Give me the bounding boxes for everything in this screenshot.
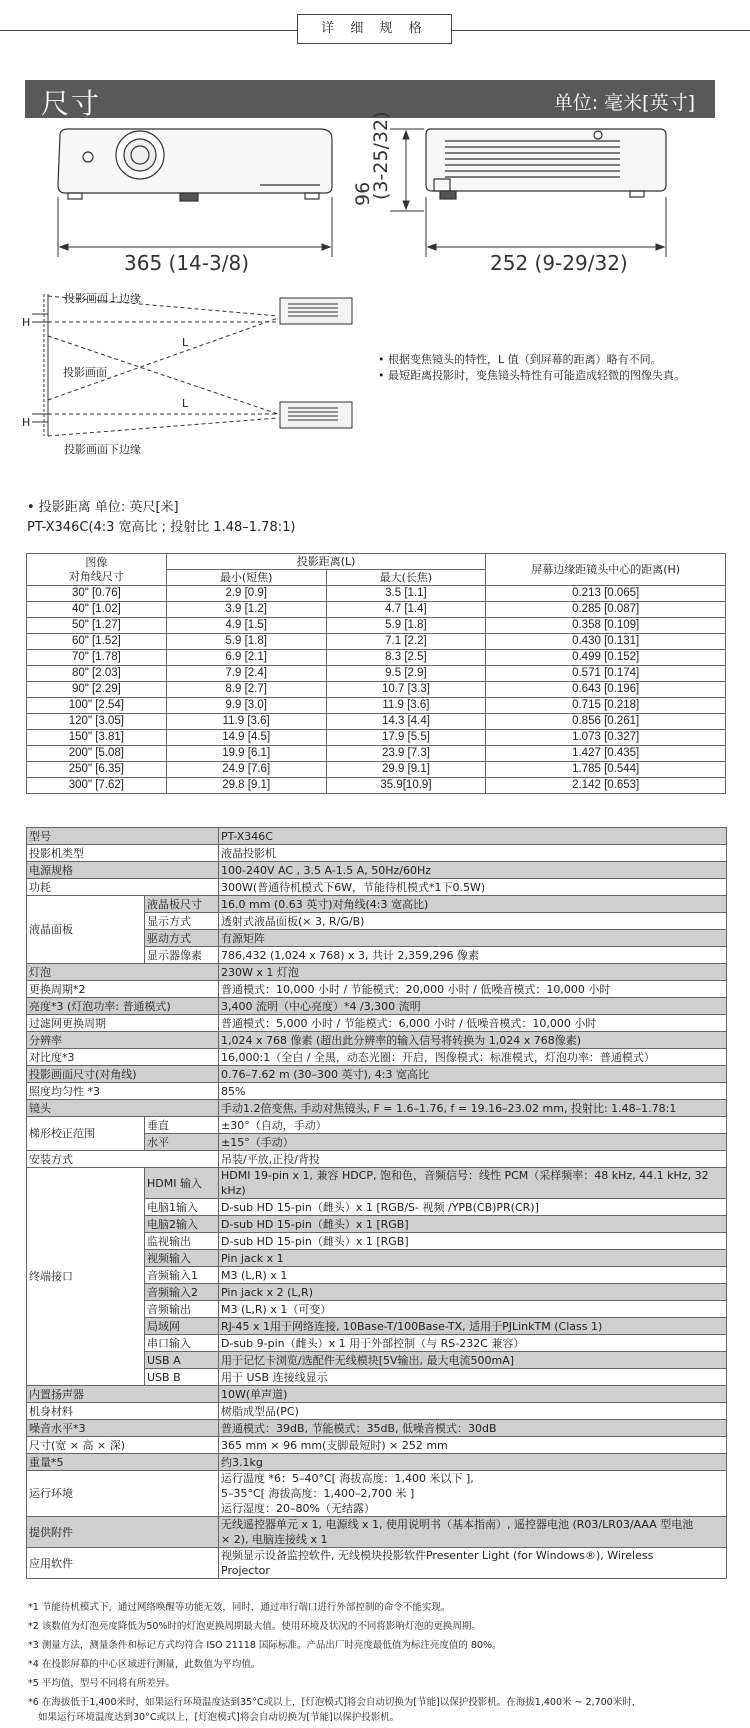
label-top-edge: 投影画面上边缘 [64,292,141,305]
table-cell: 250" [6.35] [27,762,167,778]
table-row: 电脑1输入 D-sub HD 15-pin（雌头）x 1 [RGB/S- 视频 /YPB(CB)PR(CR)] [27,1199,727,1216]
table-cell: 4.7 [1.4] [326,602,486,618]
table-cell: 50" [1.27] [27,618,167,634]
table-cell: 24.9 [7.6] [166,762,326,778]
col-min: 最小(短焦) [166,570,326,586]
table-row: USB B 用于 USB 连接线显示 [27,1369,727,1386]
table-row: 电源规格 100-240V AC , 3.5 A-1.5 A, 50Hz/60Hz [27,862,727,879]
table-cell: 80" [2.03] [27,666,167,682]
table-row [27,698,726,714]
table-cell: 29.9 [9.1] [326,762,486,778]
table-cell: 0.213 [0.065] [486,586,726,602]
table-cell: 0.499 [0.152] [486,650,726,666]
table-cell: 17.9 [5.5] [326,730,486,746]
table-row: 水平 ±15°（手动） [27,1134,727,1151]
label-l-top: L [182,336,189,349]
footnote: *2 该数值为灯泡亮度降低为50%时的灯泡更换周期最大值。使用环境及状况的不同将影响灯泡的更换周期。 [28,1621,481,1632]
table-row [27,714,726,730]
table-row: 音频输入1 M3 (L,R) x 1 [27,1267,727,1284]
label-screen: 投影画面 [63,366,107,379]
table-row: 投影画面尺寸(对角线) 0.76–7.62 m (30–300 英寸), 4:3 宽高比 [27,1066,727,1083]
table-row: 型号 PT-X346C [27,828,727,845]
throw-caption-line: • 投影距离 单位: 英尺[米] [27,500,179,515]
height-dimension-in: (3-25/32) [370,111,392,200]
table-row [27,586,726,602]
label-h-bottom: H [22,416,31,429]
table-row: 重量*5 约3.1kg [27,1454,727,1471]
footnotes [28,1598,728,1727]
col-max: 最大(长焦) [326,570,486,586]
table-cell: 4.9 [1.5] [166,618,326,634]
table-row: 串口输入 D-sub 9-pin（雌头）x 1 用于外部控制（与 RS-232C 兼容） [27,1335,727,1352]
table-row [27,778,726,794]
table-row: USB A 用于记忆卡浏览/选配件无线模块[5V输出, 最大电流500mA] [27,1352,727,1369]
footnote: 如果运行环境温度达到30°C或以上，[灯泡模式]将会自动切换为[节能]以保护投影机。 [38,1712,400,1723]
table-cell: 14.9 [4.5] [166,730,326,746]
table-cell: 30" [0.76] [27,586,167,602]
table-cell: 120" [3.05] [27,714,167,730]
unit-label: 单位: 毫米[英寸] [553,92,695,114]
label-h-top: H [22,316,31,329]
table-row: 尺寸(宽 × 高 × 深) 365 mm × 96 mm(支脚最短时) × 252 mm [27,1437,727,1454]
col-distance: 投影距离(L) [166,554,486,570]
table-row: 过滤网更换周期 普通模式：5,000 小时 / 节能模式：6,000 小时 / 低噪音模式：10,000 小时 [27,1015,727,1032]
table-row: 镜头 手动1.2倍变焦, 手动对焦镜头, F = 1.6–1.76, f = 19.16–23.02 mm, 投射比: 1.48–1.78:1 [27,1100,727,1117]
table-row: 分辨率 1,024 x 768 像素 (超出此分辨率的输入信号将转换为 1,024 x 768像素) [27,1032,727,1049]
table-cell: 150" [3.81] [27,730,167,746]
table-cell: 23.9 [7.3] [326,746,486,762]
table-cell: 5.9 [1.8] [326,618,486,634]
table-row: 亮度*3 (灯泡功率: 普通模式) 3,400 流明（中心亮度）*4 /3,300 流明 [27,998,727,1015]
label-bottom-edge: 投影画面下边缘 [64,443,141,456]
table-cell: 0.715 [0.218] [486,698,726,714]
table-row: 对比度*3 16,000:1（全白 / 全黑，动态光圈：开启，图像模式：标准模式，灯泡功率：普通模式） [27,1049,727,1066]
table-row: 液晶面板 液晶板尺寸 16.0 mm (0.63 英寸)对角线(4:3 宽高比) [27,896,727,913]
table-cell: 35.9[10.9] [326,778,486,794]
col-h-distance: 屏幕边缘距镜头中心的距离(H) [486,554,726,586]
table-cell: 200" [5.08] [27,746,167,762]
throw-distance-table [26,553,726,794]
footnote: *3 测量方法，测量条件和标记方式均符合 ISO 21118 国际标准。产品出厂时亮度最低值为标注亮度值的 80%。 [28,1640,502,1651]
footnote: *4 在投影屏幕的中心区域进行测量，此数值为平均值。 [28,1659,261,1670]
table-row: 梯形校正范围 垂直 ±30°（自动，手动） [27,1117,727,1134]
table-cell: 0.358 [0.109] [486,618,726,634]
table-cell: 29.8 [9.1] [166,778,326,794]
table-cell: 100" [2.54] [27,698,167,714]
table-cell: 300" [7.62] [27,778,167,794]
table-row: 投影机类型 液晶投影机 [27,845,727,862]
table-cell: 11.9 [3.6] [326,698,486,714]
depth-dimension: 252 (9-29/32) [490,251,628,275]
table-cell: 40" [1.02] [27,602,167,618]
table-row [27,602,726,618]
table-row: 运行环境 运行温度 *6：5–40°C[ 海拔高度：1,400 米以下 ], 5–35°C[ 海拔高度：1,400–2,700 米 ] 运行湿度：20–80%（无结露） [27,1471,727,1517]
table-cell: 0.285 [0.087] [486,602,726,618]
lens-notes [378,352,685,384]
table-cell: 7.1 [2.2] [326,634,486,650]
note-item: • 根据变焦镜头的特性，L 值（到屏幕的距离）略有不同。 [378,353,662,366]
table-row: 视频输入 Pin jack x 1 [27,1250,727,1267]
table-cell: 2.9 [0.9] [166,586,326,602]
table-cell: 5.9 [1.8] [166,634,326,650]
table-cell: 8.3 [2.5] [326,650,486,666]
table-row: 内置扬声器 10W(单声道) [27,1386,727,1403]
table-cell: 70" [1.78] [27,650,167,666]
table-cell: 1.427 [0.435] [486,746,726,762]
throw-caption-line: PT-X346C(4:3 宽高比 ; 投射比 1.48–1.78:1) [27,520,296,535]
table-row [27,666,726,682]
table-cell: 1.073 [0.327] [486,730,726,746]
table-cell: 9.9 [3.0] [166,698,326,714]
width-dimension: 365 (14-3/8) [124,251,249,275]
table-cell: 2.142 [0.653] [486,778,726,794]
table-cell: 9.5 [2.9] [326,666,486,682]
table-cell: 8.9 [2.7] [166,682,326,698]
table-row [27,762,726,778]
table-row: 应用软件 视频显示设备监控软件, 无线模块投影软件Presenter Light (for Windows®), Wireless Projector [27,1548,727,1579]
table-cell: 6.9 [2.1] [166,650,326,666]
table-row: 提供附件 无线遥控器单元 x 1, 电源线 x 1, 使用说明书（基本指南）, 遥控器电池 (R03/LR03/AAA 型电池 × 2), 电脑连接线 x 1 [27,1517,727,1548]
table-row: 照度均匀性 *3 85% [27,1083,727,1100]
table-row: 音频输入2 Pin jack x 2 (L,R) [27,1284,727,1301]
table-cell: 10.7 [3.3] [326,682,486,698]
table-row: 噪音水平*3 普通模式：39dB, 节能模式：35dB, 低噪音模式：30dB [27,1420,727,1437]
table-cell: 0.856 [0.261] [486,714,726,730]
footnote: *6 在海拔低于1,400米时，如果运行环境温度达到35°C或以上，[灯泡模式]将会自动切换为[节能]以保护投影机。在海拔1,400米 ~ 2,700米时， [28,1697,642,1708]
table-row: 局域网 RJ-45 x 1用于网络连接, 10Base-T/100Base-TX, 适用于PJLinkTM (Class 1) [27,1318,727,1335]
section-title: 尺寸 [41,87,102,120]
table-row: 安装方式 吊装/平放,正投/背投 [27,1151,727,1168]
table-cell: 11.9 [3.6] [166,714,326,730]
table-row [27,634,726,650]
table-row: 驱动方式 有源矩阵 [27,930,727,947]
table-row: 显示器像素 786,432 (1,024 x 768) x 3, 共计 2,359,296 像素 [27,947,727,964]
table-row: 机身材料 树脂成型品(PC) [27,1403,727,1420]
footnote: *1 节能待机模式下，通过网络唤醒等功能无效，同时，通过串行端口进行外部控制的命令不能实现。 [28,1602,451,1613]
table-row: 功耗 300W(普通待机模式下6W，节能待机模式*1下0.5W) [27,879,727,896]
table-row [27,746,726,762]
table-cell: 19.9 [6.1] [166,746,326,762]
table-cell: 14.3 [4.4] [326,714,486,730]
height-dimension-mm: 96 [352,181,374,206]
table-row [27,618,726,634]
table-row [27,650,726,666]
table-cell: 0.571 [0.174] [486,666,726,682]
col-image-size: 图像 对角线尺寸 [27,554,167,586]
table-row: 监视输出 D-sub HD 15-pin（雌头）x 1 [RGB] [27,1233,727,1250]
table-row: 终端接口 HDMI 输入 HDMI 19-pin x 1, 兼容 HDCP, 饱和色，音频信号：线性 PCM（采样频率：48 kHz, 44.1 kHz, 32 kHz) [27,1168,727,1199]
table-cell: 0.430 [0.131] [486,634,726,650]
table-cell: 60" [1.52] [27,634,167,650]
table-row [27,682,726,698]
table-cell: 90" [2.29] [27,682,167,698]
table-row: 更换周期*2 普通模式：10,000 小时 / 节能模式：20,000 小时 / 低噪音模式：10,000 小时 [27,981,727,998]
table-cell: 0.643 [0.196] [486,682,726,698]
table-row: 电脑2输入 D-sub HD 15-pin（雌头）x 1 [RGB] [27,1216,727,1233]
footnote: *5 平均值，型号不同将有所差异。 [28,1678,175,1689]
table-cell: 7.9 [2.4] [166,666,326,682]
table-cell: 1.785 [0.544] [486,762,726,778]
spec-table [26,827,727,1579]
table-row: 音频输出 M3 (L,R) x 1（可变） [27,1301,727,1318]
label-l-bottom: L [182,397,189,410]
throw-table-caption [27,498,295,538]
table-cell: 3.9 [1.2] [166,602,326,618]
page-header: 详 细 规 格 [297,14,452,44]
table-row [27,730,726,746]
note-item: • 最短距离投影时，变焦镜头特性有可能造成轻微的图像失真。 [378,369,685,382]
table-row: 灯泡 230W x 1 灯泡 [27,964,727,981]
table-cell: 3.5 [1.1] [326,586,486,602]
table-row: 显示方式 透射式液晶面板(× 3, R/G/B) [27,913,727,930]
